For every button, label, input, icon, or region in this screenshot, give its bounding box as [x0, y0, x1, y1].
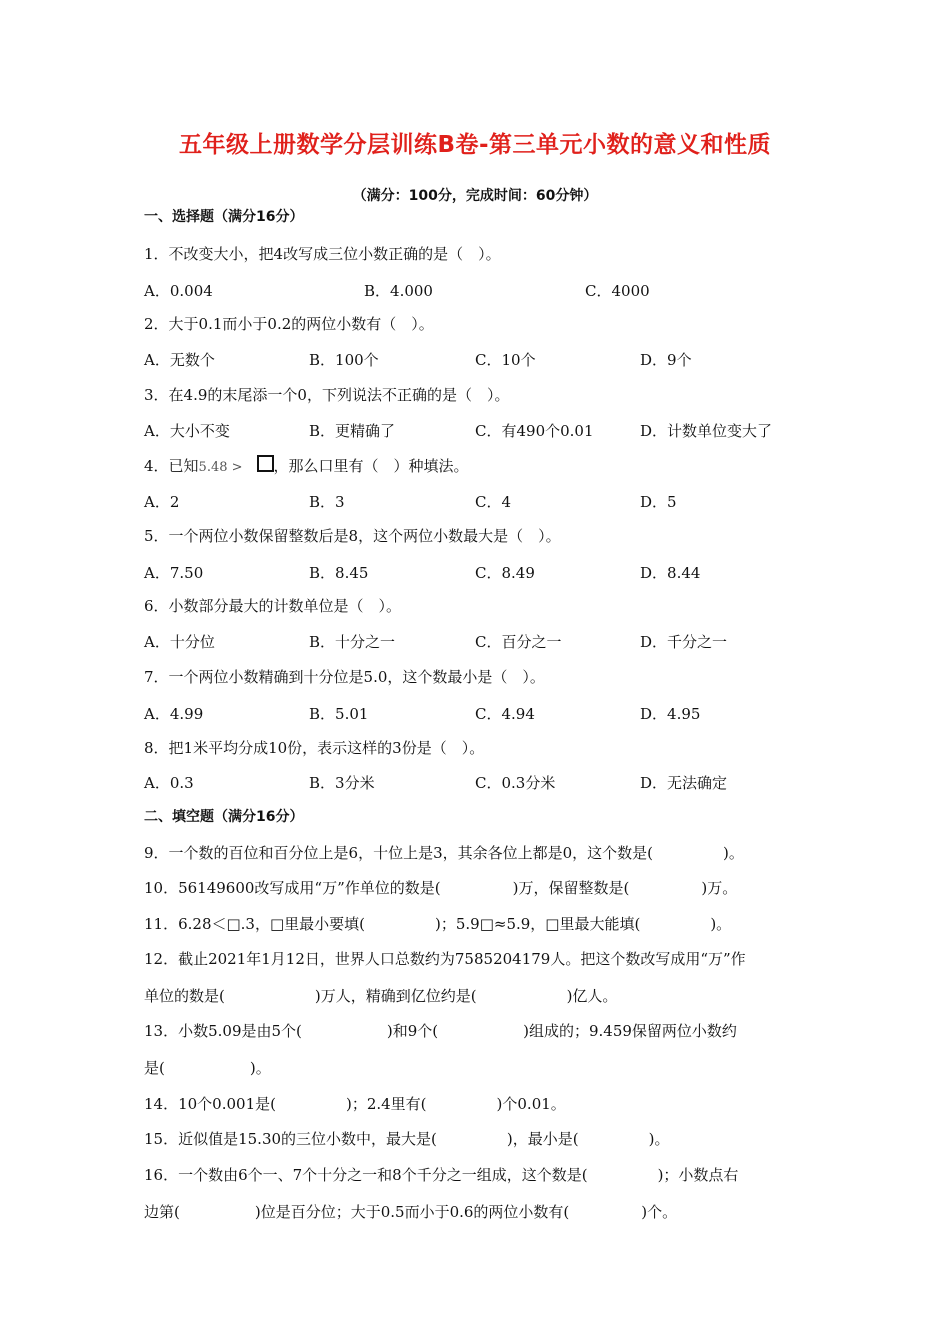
q5-option-c: C．8.49 [475, 564, 535, 582]
question-13-line-1 [144, 1021, 737, 1041]
q15-text-3: )。 [648, 1130, 670, 1148]
question-14 [144, 1094, 566, 1114]
q7-option-b: B．5.01 [309, 705, 369, 723]
q14-text-3: )个0.01。 [496, 1095, 566, 1113]
q15-text-1: 15．近似值是15.30的三位小数中，最大是( [144, 1130, 437, 1148]
question-4 [144, 455, 469, 478]
question-3: 3．在4.9的末尾添一个0，下列说法不正确的是（ ）。 [144, 386, 510, 404]
q16-text-4: )位是百分位；大于0.5而小于0.6的两位小数有( [254, 1203, 570, 1221]
question-16-line-2 [144, 1202, 677, 1222]
q16-text-2: )；小数点右 [657, 1166, 739, 1184]
question-12-line-2 [144, 986, 617, 1006]
q5-option-b: B．8.45 [309, 564, 369, 582]
q7-option-d: D．4.95 [640, 705, 701, 723]
q3-option-c: C．有490个0.01 [475, 422, 594, 440]
q1-option-c: C．4000 [585, 282, 650, 300]
q16-text-5: )个。 [641, 1203, 678, 1221]
section-heading-choice: 一、选择题（满分16分） [144, 209, 304, 225]
q3-option-d: D．计数单位变大了 [640, 422, 773, 440]
q1-option-a: A．0.004 [144, 282, 213, 300]
q13-text-4: 是( [144, 1059, 165, 1077]
q13-text-5: )。 [249, 1059, 271, 1077]
question-1: 1．不改变大小，把4改写成三位小数正确的是（ ）。 [144, 245, 501, 263]
q13-text-2: )和9个( [386, 1022, 439, 1040]
q4-text-pre: 4．已知 [144, 457, 199, 475]
q10-text-3: )万。 [701, 879, 738, 897]
q16-text-3: 边第( [144, 1203, 180, 1221]
question-12-line-1: 12．截止2021年1月12日，世界人口总数约为7585204179人。把这个数改写成用“万”作 [144, 950, 746, 968]
question-6: 6．小数部分最大的计数单位是（ ）。 [144, 597, 402, 615]
q2-option-b: B．100个 [309, 351, 379, 369]
q12-text-2: )万人，精确到亿位约是( [314, 987, 477, 1005]
q4-option-d: D．5 [640, 493, 677, 511]
q6-option-d: D．千分之一 [640, 633, 728, 651]
question-10 [144, 878, 737, 898]
q6-option-a: A．十分位 [144, 633, 215, 651]
q4-inequality: 5.48 > [198, 460, 243, 475]
q8-option-b: B．3分米 [309, 774, 375, 792]
page-subtitle: （满分：100分，完成时间：60分钟） [352, 188, 598, 204]
q6-option-c: C．百分之一 [475, 633, 562, 651]
q11-text-2: )；5.9□≈5.9，□里最大能填( [435, 915, 641, 933]
q10-text-2: )万，保留整数是( [512, 879, 630, 897]
q4-option-a: A．2 [144, 493, 180, 511]
q2-option-a: A．无数个 [144, 351, 215, 369]
q7-option-c: C．4.94 [475, 705, 535, 723]
q12-text-3: )亿人。 [566, 987, 618, 1005]
question-16-line-1 [144, 1165, 738, 1185]
question-13-line-2 [144, 1058, 271, 1078]
q8-option-d: D．无法确定 [640, 774, 728, 792]
q5-option-d: D．8.44 [640, 564, 701, 582]
question-7: 7．一个两位小数精确到十分位是5.0，这个数最小是（ ）。 [144, 668, 545, 686]
q4-option-c: C．4 [475, 493, 512, 511]
q13-text-1: 13．小数5.09是由5个( [144, 1022, 302, 1040]
q6-option-b: B．十分之一 [309, 633, 396, 651]
question-11 [144, 914, 731, 934]
q2-option-d: D．9个 [640, 351, 692, 369]
q3-option-b: B．更精确了 [309, 422, 396, 440]
question-9 [144, 843, 744, 863]
q15-text-2: )，最小是( [506, 1130, 579, 1148]
q3-option-a: A．大小不变 [144, 422, 230, 440]
question-15 [144, 1129, 669, 1149]
q4-text-post: ，那么口里有（ ）种填法。 [273, 457, 469, 475]
q16-text-1: 16．一个数由6个一、7个十分之一和8个千分之一组成，这个数是( [144, 1166, 588, 1184]
question-5: 5．一个两位小数保留整数后是8，这个两位小数最大是（ ）。 [144, 527, 561, 545]
q10-text-1: 10．56149600改写成用“万”作单位的数是( [144, 879, 441, 897]
question-8: 8．把1米平均分成10份，表示这样的3份是（ ）。 [144, 739, 485, 757]
q4-option-b: B．3 [309, 493, 345, 511]
q14-text-2: )；2.4里有( [345, 1095, 427, 1113]
q12-text-1: 单位的数是( [144, 987, 225, 1005]
q13-text-3: )组成的；9.459保留两位小数约 [523, 1022, 737, 1040]
q7-option-a: A．4.99 [144, 705, 204, 723]
q8-option-a: A．0.3 [144, 774, 194, 792]
q9-text-2: )。 [723, 844, 744, 862]
q11-text-3: )。 [710, 915, 732, 933]
section-heading-fill: 二、填空题（满分16分） [144, 809, 304, 825]
q1-option-b: B．4.000 [364, 282, 433, 300]
empty-box-icon [257, 455, 274, 472]
q14-text-1: 14．10个0.001是( [144, 1095, 276, 1113]
question-2: 2．大于0.1而小于0.2的两位小数有（ ）。 [144, 315, 434, 333]
q2-option-c: C．10个 [475, 351, 536, 369]
page-title: 五年级上册数学分层训练B卷-第三单元小数的意义和性质 [178, 132, 772, 158]
q11-text-1: 11．6.28＜□.3，□里最小要填( [144, 915, 365, 933]
q5-option-a: A．7.50 [144, 564, 204, 582]
q8-option-c: C．0.3分米 [475, 774, 556, 792]
q9-text-1: 9．一个数的百位和百分位上是6，十位上是3，其余各位上都是0，这个数是( [144, 844, 654, 862]
